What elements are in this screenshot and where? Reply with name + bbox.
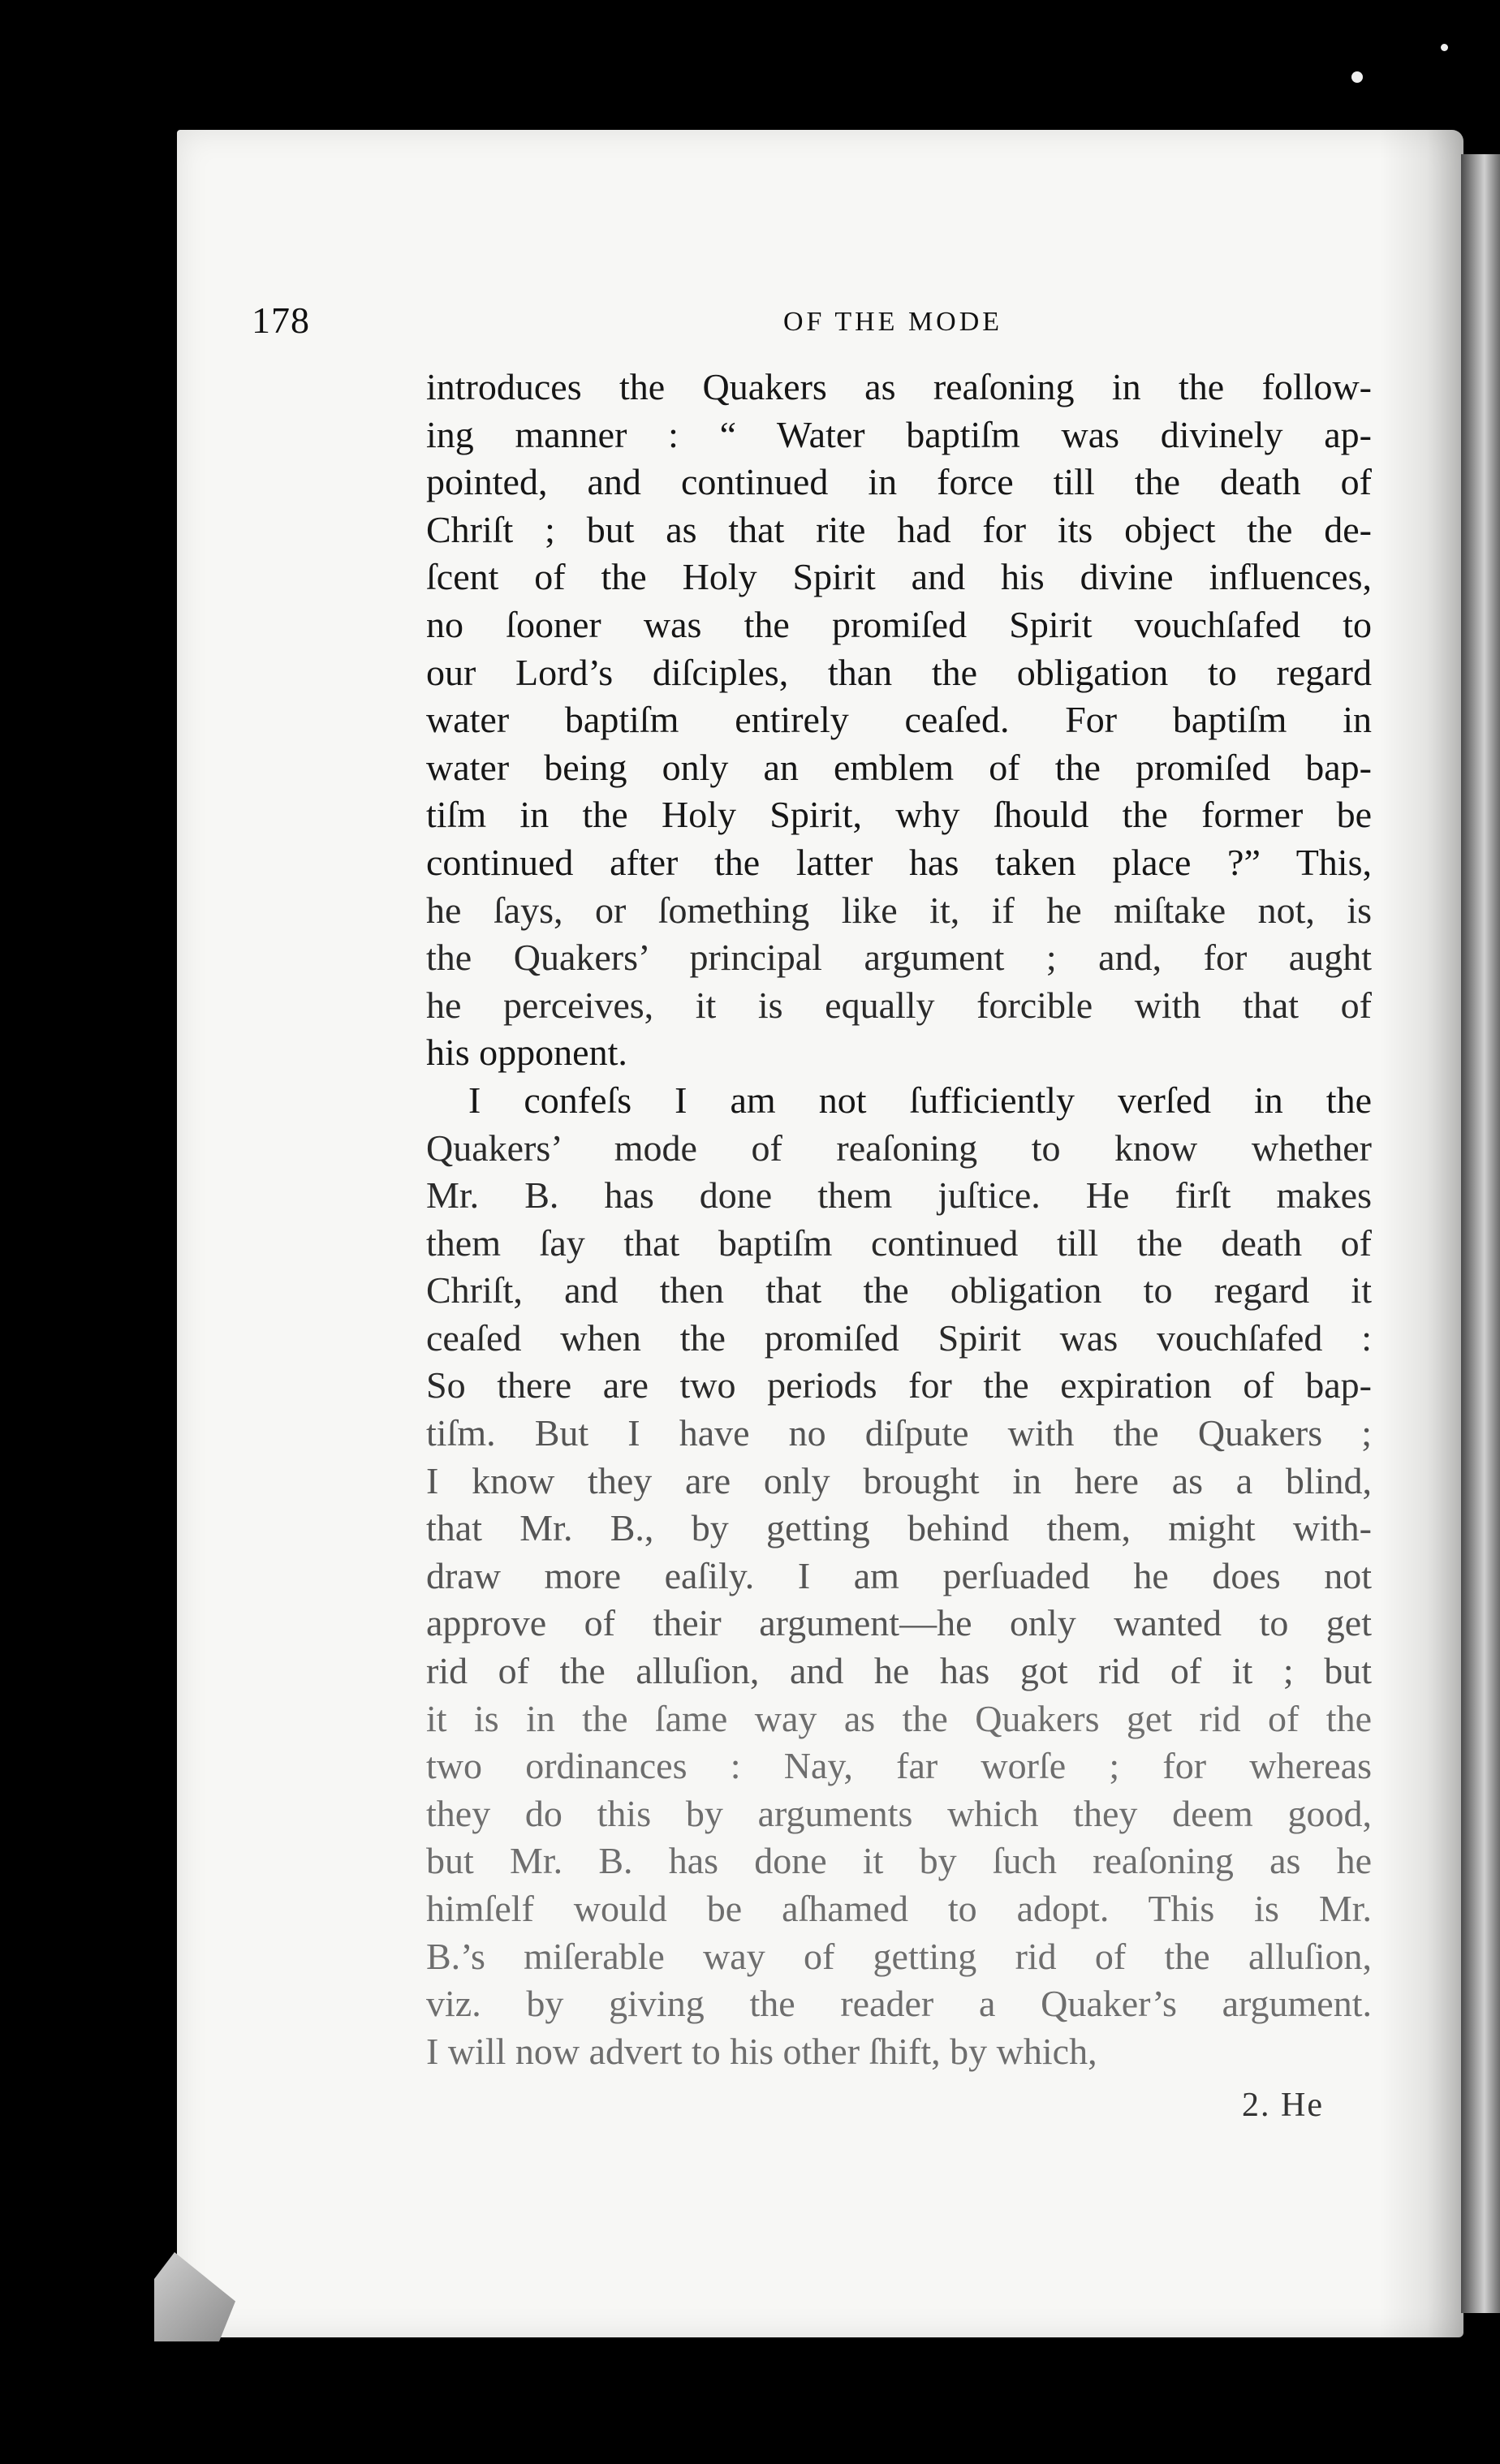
text-line: continued after the latter has taken place ?” This, (426, 841, 1372, 883)
body-text (426, 364, 1372, 2075)
paragraph-start-line: I confeſs I am not ſufficiently verſed in the (468, 1079, 1372, 1121)
text-line: they do this by arguments which they deem good, (426, 1792, 1372, 1834)
text-line: tiſm in the Holy Spirit, why ſhould the former be (426, 794, 1372, 836)
text-line: Quakers’ mode of reaſoning to know whether (426, 1126, 1372, 1169)
text-line: B.’s miſerable way of getting rid of the alluſion, (426, 1935, 1372, 1977)
text-line: tiſm. But I have no diſpute with the Quakers ; (426, 1412, 1372, 1454)
text-line: them ſay that baptiſm continued till the death of (426, 1221, 1372, 1264)
page-edge (1461, 154, 1500, 2313)
text-line: Mr. B. has done them juſtice. He firſt makes (426, 1174, 1372, 1217)
text-line: it is in the ſame way as the Quakers get rid of the (426, 1697, 1372, 1739)
text-line: water being only an emblem of the promiſed bap- (426, 746, 1372, 788)
text-line: ſcent of the Holy Spirit and his divine influences, (426, 556, 1372, 598)
text-line: So there are two periods for the expiration of bap- (426, 1364, 1372, 1406)
dust-speck (1351, 71, 1363, 83)
text-line: viz. by giving the reader a Quaker’s argument. (426, 1983, 1372, 2025)
text-line: the Quakers’ principal argument ; and, for aught (426, 937, 1372, 979)
text-line: ceaſed when the promiſed Spirit was vouchſafed : (426, 1316, 1372, 1359)
text-line: approve of their argument—he only wanted to get (426, 1602, 1372, 1644)
page-number: 178 (252, 299, 310, 341)
text-line: he perceives, it is equally forcible with that of (426, 984, 1372, 1026)
text-line: but Mr. B. has done it by ſuch reaſoning as he (426, 1840, 1372, 1882)
text-line: Chriſt, and then that the obligation to regard it (426, 1269, 1372, 1312)
text-line: water baptiſm entirely ceaſed. For baptiſm in (426, 699, 1372, 741)
text-line: our Lord’s diſciples, than the obligation to regard (426, 651, 1372, 693)
text-line: ing manner : “ Water baptiſm was divinely ap- (426, 413, 1372, 455)
text-line: rid of the alluſion, and he has got rid of it ; but (426, 1650, 1372, 1692)
text-line: two ordinances : Nay, far worſe ; for whereas (426, 1745, 1372, 1787)
page-header (252, 299, 1420, 347)
text-line: I know they are only brought in here as a blind, (426, 1459, 1372, 1501)
catchword: 2. He (1242, 2087, 1324, 2124)
page-gutter-shadow (1380, 130, 1465, 2337)
text-line: I will now advert to his other ſhift, by which, (426, 2030, 1097, 2072)
dust-speck (1441, 44, 1448, 51)
text-line: that Mr. B., by getting behind them, might with- (426, 1507, 1372, 1549)
text-line: himſelf would be aſhamed to adopt. This is Mr. (426, 1888, 1372, 1929)
running-head: OF THE MODE (783, 307, 1003, 337)
text-line: introduces the Quakers as reaſoning in the follow- (426, 366, 1372, 407)
text-line: Chriſt ; but as that rite had for its object the de- (426, 508, 1372, 550)
paragraph-end-line: his opponent. (426, 1032, 627, 1074)
text-line: pointed, and continued in force till the death of (426, 461, 1372, 503)
text-line: he ſays, or ſomething like it, if he miſtake not, is (426, 889, 1372, 931)
text-line: draw more eaſily. I am perſuaded he does not (426, 1554, 1372, 1596)
text-line: no ſooner was the promiſed Spirit vouchſafed to (426, 603, 1372, 645)
